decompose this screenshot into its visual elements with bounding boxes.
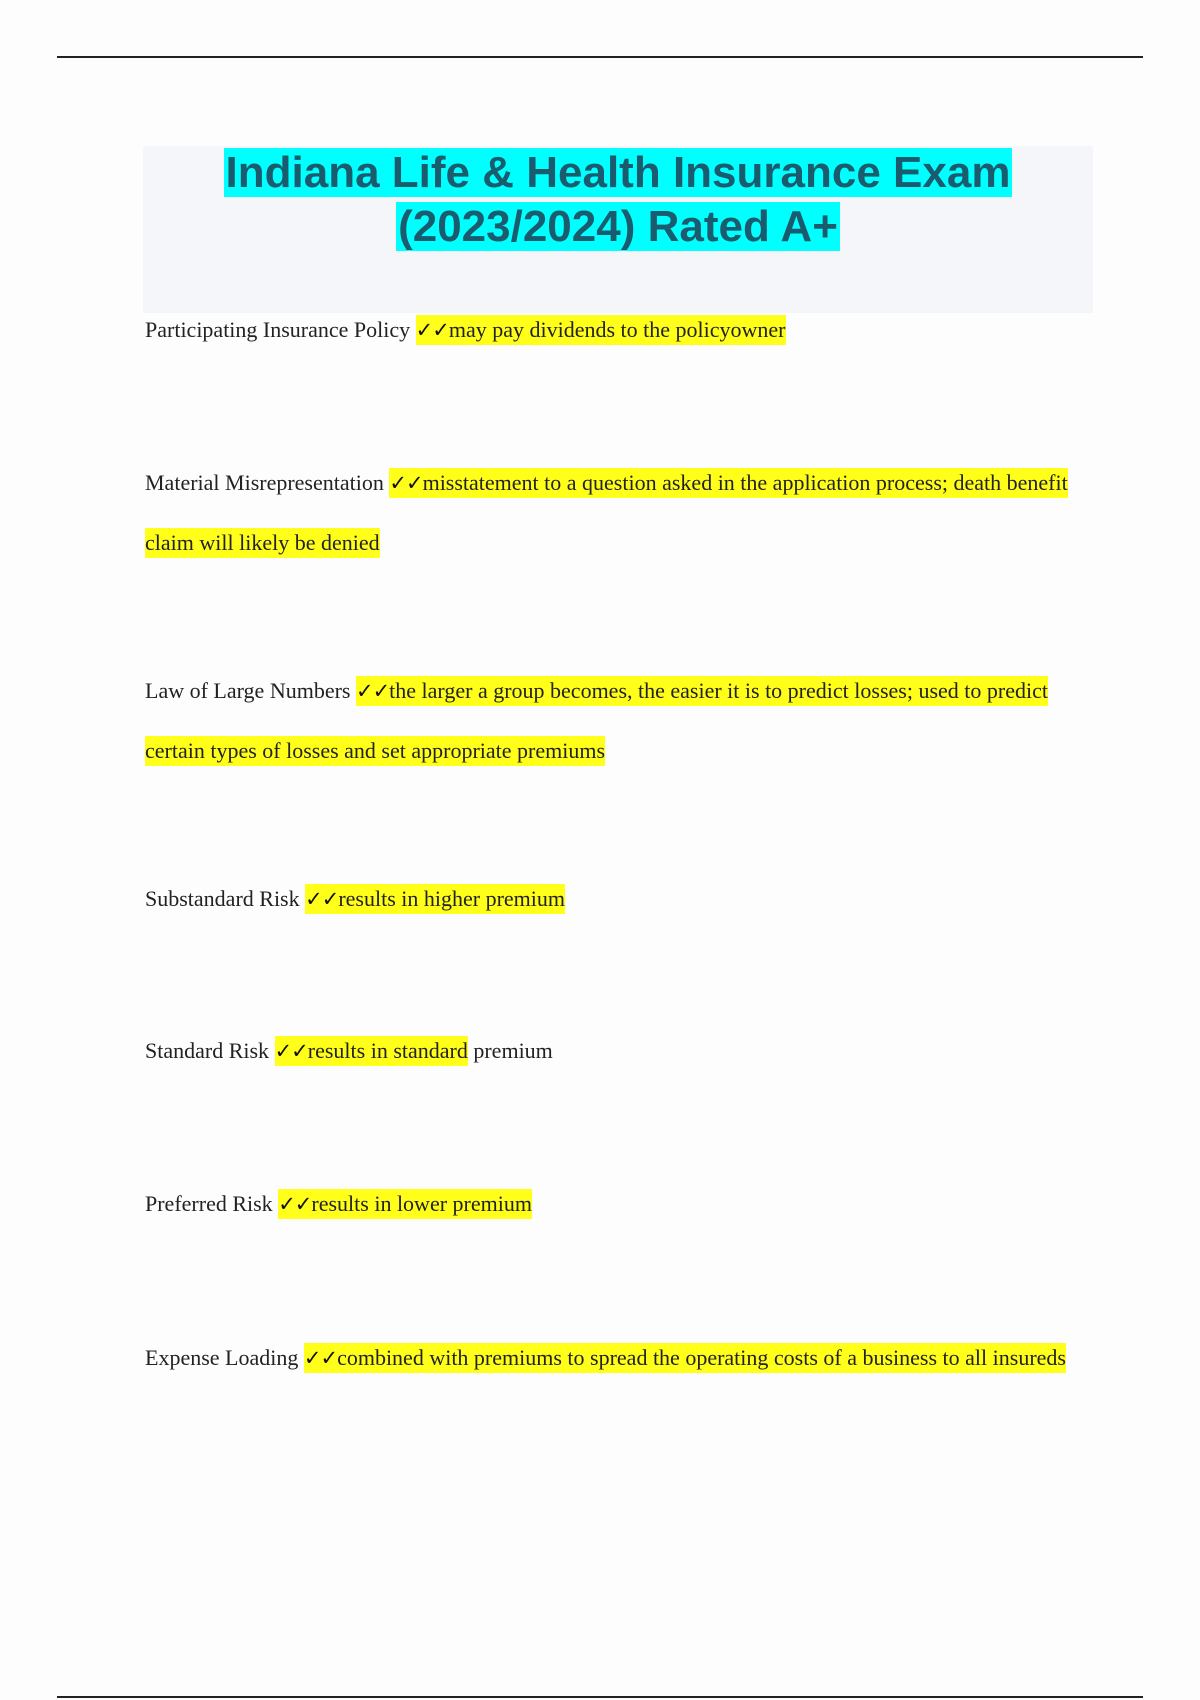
double-check-icon: ✓✓ (278, 1192, 312, 1216)
entry-answer-highlight (304, 1343, 1066, 1373)
double-check-icon: ✓✓ (355, 679, 390, 703)
qa-entry (145, 1328, 1090, 1388)
title-block (143, 146, 1093, 313)
qa-entry (145, 661, 1090, 781)
qa-entry (145, 869, 1090, 929)
title-line-1 (143, 146, 1093, 200)
entry-term: Expense Loading (145, 1345, 299, 1370)
double-check-icon: ✓✓ (274, 1039, 308, 1063)
document-title-line-2: (2023/2024) Rated A+ (398, 202, 838, 251)
qa-entry (145, 1174, 1090, 1234)
entry-answer: results in higher premium (338, 886, 566, 911)
top-rule (57, 56, 1143, 58)
entry-answer-highlight (416, 315, 786, 345)
entry-answer: results in standard (307, 1038, 468, 1063)
entry-answer: misstatement to a question asked in the application process; death benefit claim will likely be denied (145, 470, 1068, 555)
qa-entry (145, 453, 1090, 573)
double-check-icon: ✓✓ (415, 318, 449, 342)
bottom-rule (57, 1696, 1143, 1698)
entry-answer-highlight (275, 1036, 468, 1066)
entry-term: Substandard Risk (145, 886, 300, 911)
double-check-icon: ✓✓ (303, 1346, 338, 1370)
double-check-icon: ✓✓ (389, 471, 423, 495)
entry-answer: may pay dividends to the policyowner (448, 317, 786, 342)
entry-answer: results in lower premium (311, 1191, 532, 1216)
entry-term: Participating Insurance Policy (145, 317, 411, 342)
entry-answer-trailing: premium (473, 1038, 553, 1063)
qa-entry (145, 1021, 1090, 1081)
double-check-icon: ✓✓ (305, 887, 339, 911)
entry-answer: the larger a group becomes, the easier it is to predict losses; used to predict certain types of losses and set appropriate premiums (145, 678, 1048, 763)
entry-term: Law of Large Numbers (145, 678, 351, 703)
document-title-line-1: Indiana Life & Health Insurance Exam (225, 148, 1011, 197)
entry-term: Standard Risk (145, 1038, 270, 1063)
qa-entry (145, 300, 1090, 360)
entry-answer-highlight (305, 884, 565, 914)
entry-answer-highlight (278, 1189, 532, 1219)
entry-term: Preferred Risk (145, 1191, 273, 1216)
entry-term: Material Misrepresentation (145, 470, 384, 495)
title-line-2 (143, 200, 1093, 254)
entry-answer: combined with premiums to spread the operating costs of a business to all insureds (337, 1345, 1066, 1370)
